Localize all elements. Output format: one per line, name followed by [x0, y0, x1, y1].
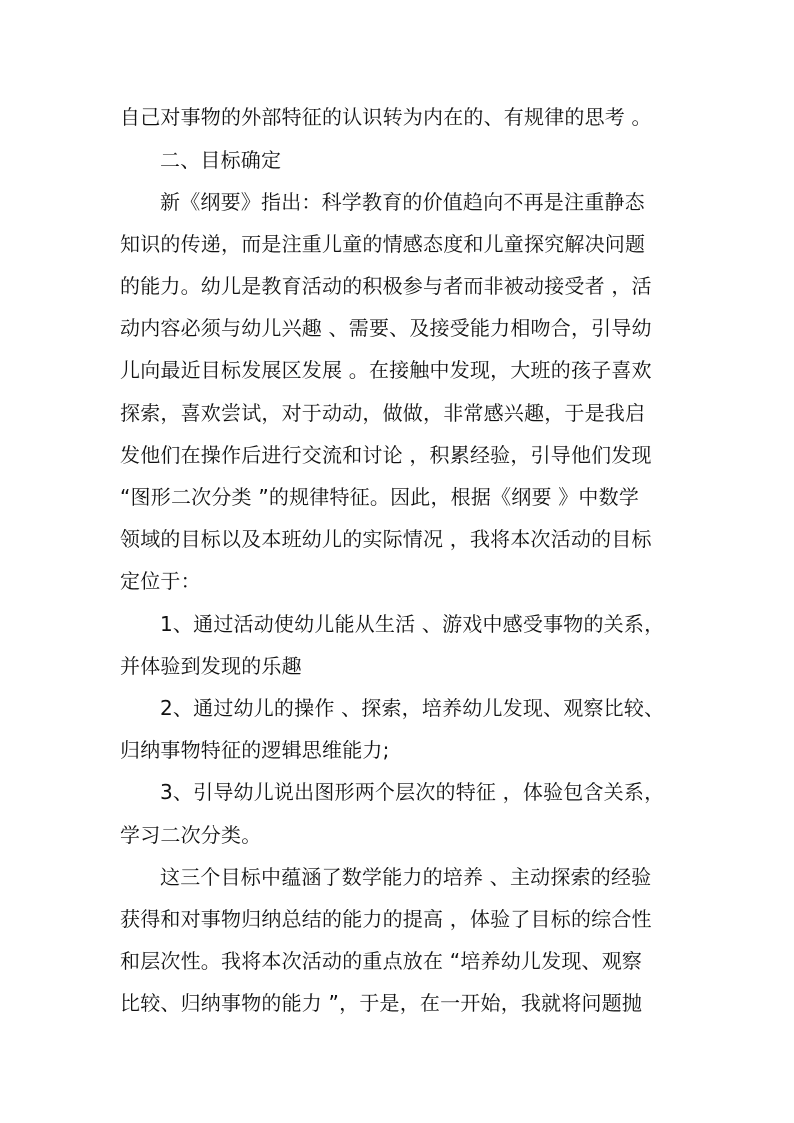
text-line: 知识的传递，而是注重儿童的情感态度和儿童探究解决问题 [120, 232, 646, 256]
text-line: 探索，喜欢尝试，对于动动，做做，非常感兴趣，于是我启 [120, 401, 646, 425]
section-heading: 二、目标确定 [160, 148, 282, 172]
text-line: 新《纲要》指出：科学教育的价值趋向不再是注重静态 [160, 190, 645, 214]
text-line: 动内容必须与幼儿兴趣 、需要、及接受能力相吻合，引导幼 [120, 316, 652, 340]
text-line: 发他们在操作后进行交流和讨论 ，积累经验，引导他们发现 [120, 443, 652, 467]
text-line: 比较、归纳事物的能力 ”，于是，在一开始，我就将问题抛 [120, 991, 643, 1015]
goal-item-2: 2、通过幼儿的操作 、探索，培养幼儿发现、观察比较、 [160, 696, 665, 720]
text-line: 这三个目标中蕴涵了数学能力的培养 、主动探索的经验 [160, 865, 652, 889]
text-line: 学习二次分类。 [120, 823, 262, 847]
text-line: 和层次性。我将本次活动的重点放在 “培养幼儿发现、观察 [120, 949, 643, 973]
goal-item-3: 3、引导幼儿说出图形两个层次的特征 ，体验包含关系， [160, 780, 665, 804]
text-line: 归纳事物特征的逻辑思维能力; [120, 738, 390, 762]
goal-item-1: 1、通过活动使幼儿能从生活 、游戏中感受事物的关系， [160, 612, 665, 636]
text-line: 获得和对事物归纳总结的能力的提高 ，体验了目标的综合性 [120, 907, 652, 931]
text-line: 儿向最近目标发展区发展 。在接触中发现，大班的孩子喜欢 [120, 358, 652, 382]
text-line: “图形二次分类 ”的规律特征。因此，根据《纲要 》中数学 [120, 485, 640, 509]
text-line: 自己对事物的外部特征的认识转为内在的、有规律的思考 。 [120, 105, 652, 129]
text-line: 并体验到发现的乐趣 [120, 654, 302, 678]
text-line: 的能力。幼儿是教育活动的积极参与者而非被动接受者 ，活 [120, 274, 652, 298]
text-line: 定位于： [120, 569, 201, 593]
text-line: 领域的目标以及本班幼儿的实际情况 ，我将本次活动的目标 [120, 527, 652, 551]
